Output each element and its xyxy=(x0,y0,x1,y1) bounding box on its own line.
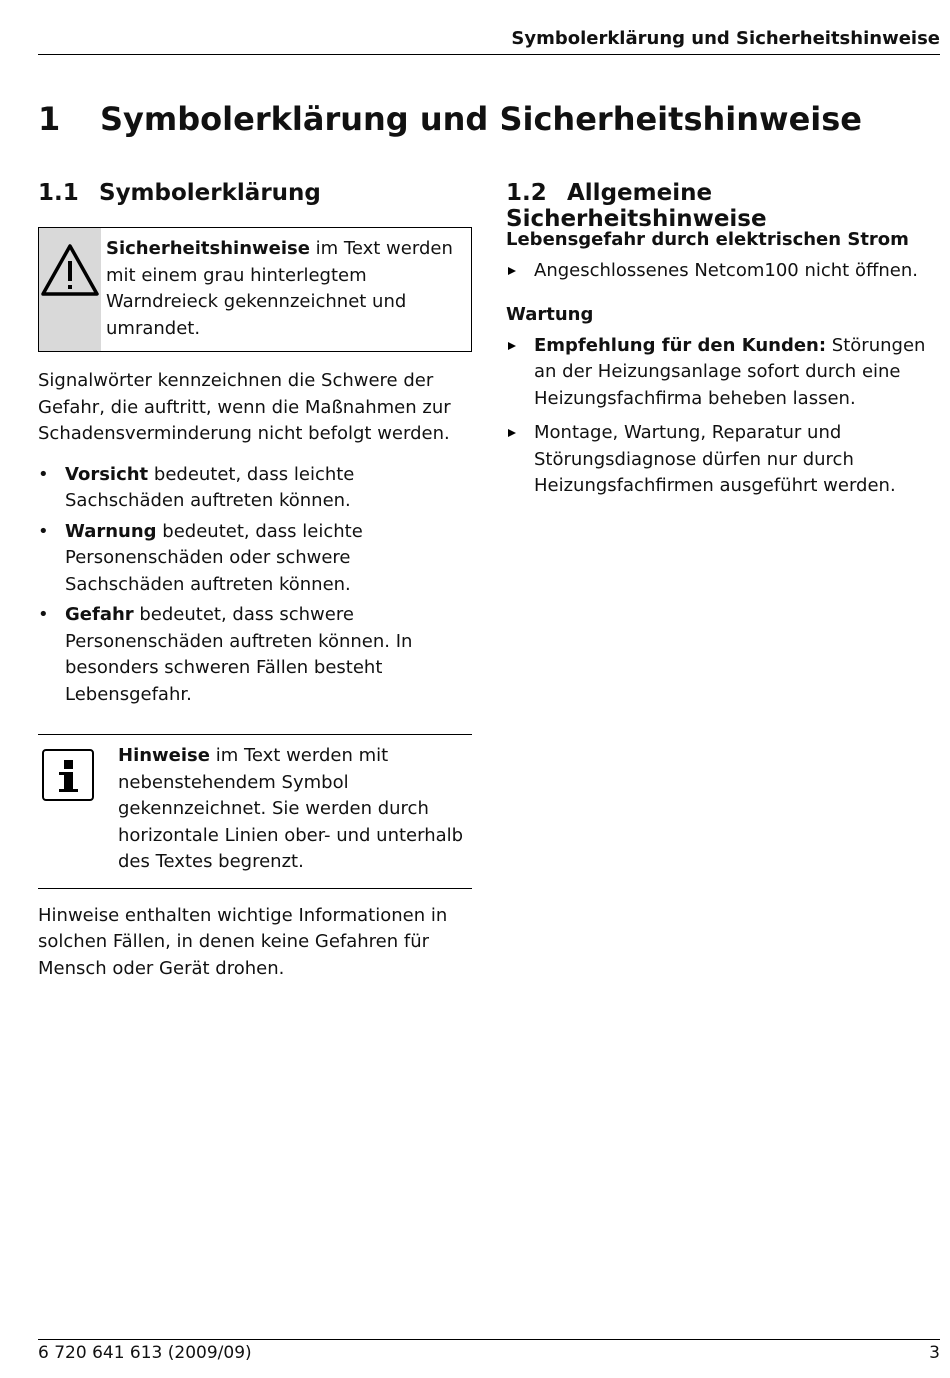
chapter-number: 1 xyxy=(38,100,61,138)
header-rule xyxy=(38,54,940,55)
signal-word: Gefahr xyxy=(65,604,134,625)
warning-icon-cell xyxy=(39,228,101,351)
signal-words-list xyxy=(38,462,472,709)
signal-word: Vorsicht xyxy=(65,463,149,485)
signal-word-desc: bedeutet, dass leichte Sachschäden auftreten können. xyxy=(65,463,355,511)
section-heading xyxy=(38,180,472,227)
section-title: Allgemeine Sicherheitshinweise xyxy=(506,180,767,232)
note-box-text xyxy=(118,743,472,876)
note-box xyxy=(38,734,472,889)
list-item xyxy=(506,420,936,500)
signal-word: Warnung xyxy=(65,520,157,542)
section-number: 1.1 xyxy=(38,180,79,206)
subheading-electric-hazard: Lebensgefahr durch elektrischen Strom xyxy=(506,229,909,250)
footer-rule xyxy=(38,1339,940,1340)
warning-box-body: im Text werden mit einem grau hinterlegtem Warndreieck gekennzeichnet und umrandet. xyxy=(106,238,453,339)
document-number: 6 720 641 613 (2009/09) xyxy=(38,1343,252,1363)
section-general-safety xyxy=(506,180,936,508)
list-item xyxy=(506,333,936,413)
signal-word-desc: bedeutet, dass schwere Personenschäden auftreten können. In besonders schweren Fällen besteht Lebensgefahr. xyxy=(65,604,413,705)
item-text: Angeschlossenes Netcom100 nicht öffnen. xyxy=(534,259,918,281)
list-item xyxy=(38,602,472,708)
note-icon-cell xyxy=(38,743,118,876)
signal-word-desc: bedeutet, dass leichte Personenschäden oder schwere Sachschäden auftreten können. xyxy=(65,520,363,595)
subheading-maintenance: Wartung xyxy=(506,304,594,325)
chapter-title: Symbolerklärung und Sicherheitshinweise xyxy=(100,100,862,138)
warning-box-text xyxy=(101,228,471,351)
maintenance-list xyxy=(506,333,936,500)
info-icon xyxy=(42,749,94,801)
section-title: Symbolerklärung xyxy=(99,180,321,206)
section-symbol-explanation xyxy=(38,180,472,982)
chapter-heading xyxy=(38,100,862,138)
list-item xyxy=(38,462,472,515)
list-item xyxy=(38,519,472,599)
signal-words-paragraph: Signalwörter kennzeichnen die Schwere der Gefahr, die auftritt, wenn die Maßnahmen zur Schadensverminderung nicht befolgt werden. xyxy=(38,370,451,444)
list-item xyxy=(506,258,936,285)
item-text: Montage, Wartung, Reparatur und Störungsdiagnose dürfen nur durch Heizungsfachfirmen ausgeführt werden. xyxy=(534,422,896,496)
item-text: Störungen an der Heizungsanlage sofort durch eine Heizungsfachfirma beheben lassen. xyxy=(534,334,926,409)
running-header: Symbolerklärung und Sicherheitshinweise xyxy=(511,28,940,49)
note-box-body: im Text werden mit nebenstehendem Symbol gekennzeichnet. Sie werden durch horizontale Linien ober- und unterhalb des Textes begrenzt. xyxy=(118,745,464,872)
note-box-bold: Hinweise xyxy=(118,745,210,766)
section-number: 1.2 xyxy=(506,180,547,206)
warning-box-bold: Sicherheitshinweise xyxy=(106,238,310,259)
section-heading xyxy=(506,180,936,232)
item-bold: Empfehlung für den Kunden: xyxy=(534,334,827,356)
electric-hazard-list xyxy=(506,258,936,285)
note-paragraph: Hinweise enthalten wichtige Informationen in solchen Fällen, in denen keine Gefahren für Mensch oder Gerät drohen. xyxy=(38,904,448,979)
warning-triangle-icon xyxy=(39,242,101,298)
safety-warning-box xyxy=(38,227,472,352)
page-number: 3 xyxy=(929,1343,940,1363)
